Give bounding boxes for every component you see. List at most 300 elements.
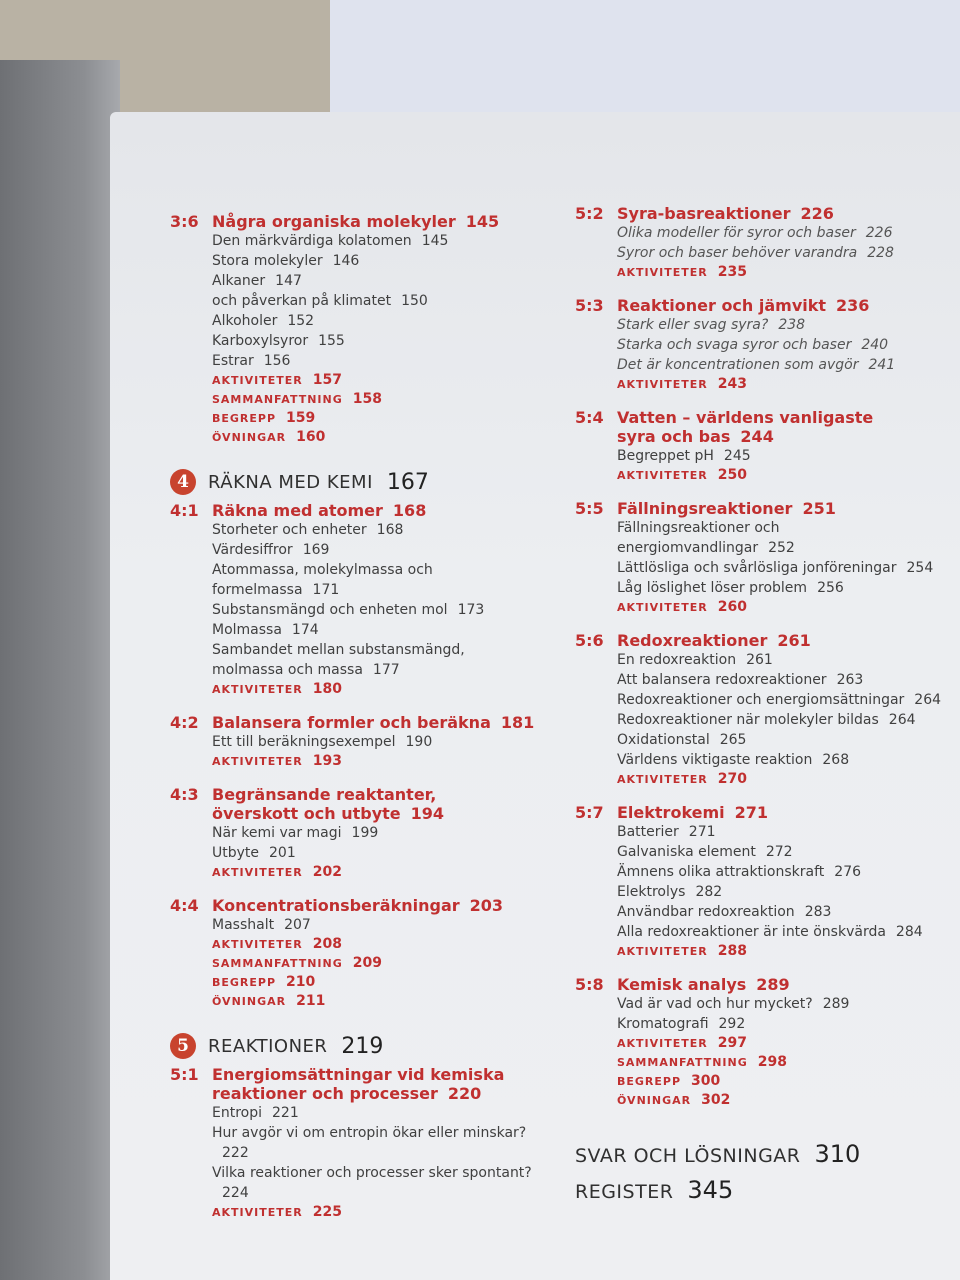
tag-page: 160 xyxy=(296,429,326,445)
entry-page: 283 xyxy=(804,904,832,920)
entry-page: 221 xyxy=(272,1105,299,1121)
toc-entry[interactable] xyxy=(212,660,550,680)
tag-page: 235 xyxy=(717,264,747,280)
entry-page: 150 xyxy=(401,293,428,309)
toc-tag-entry[interactable] xyxy=(617,1072,955,1091)
section-title: Elektrokemi xyxy=(617,803,725,822)
entry-title: En redoxreaktion xyxy=(617,652,737,668)
toc-entry[interactable] xyxy=(617,822,955,842)
tag-title: AKTIVITETER xyxy=(212,866,303,879)
section-heading[interactable] xyxy=(170,1065,550,1103)
answers-entry xyxy=(575,1140,955,1168)
toc-entry[interactable] xyxy=(212,231,550,251)
entry-title: Molmassa xyxy=(212,622,282,638)
toc-entry[interactable] xyxy=(617,994,955,1014)
entry-title: Utbyte xyxy=(212,845,260,861)
toc-entry[interactable] xyxy=(617,243,955,263)
entry-page: 156 xyxy=(263,353,291,369)
section-entries xyxy=(575,994,955,1110)
toc-tag-entry[interactable] xyxy=(212,935,550,954)
entry-title: Redoxreaktioner när molekyler bildas xyxy=(617,712,879,728)
section-4-2 xyxy=(170,713,550,771)
section-5-8 xyxy=(575,975,955,1110)
section-3-6 xyxy=(170,212,550,447)
section-title xyxy=(617,408,873,446)
section-page: 271 xyxy=(734,803,769,822)
entry-title: Stora molekyler xyxy=(212,253,323,269)
toc-tag-entry[interactable] xyxy=(212,973,550,992)
section-title-line-row xyxy=(212,804,444,823)
section-title: Syra-basreaktioner xyxy=(617,204,791,223)
section-5-5 xyxy=(575,499,955,617)
toc-entry[interactable] xyxy=(617,730,955,750)
section-title: Koncentrationsberäkningar xyxy=(212,896,460,915)
section-4-1 xyxy=(170,501,550,699)
section-page: 181 xyxy=(500,713,535,732)
entry-page: 245 xyxy=(723,448,751,464)
entry-title: Starka och svaga syror och baser xyxy=(617,337,852,353)
tag-title: ÖVNINGAR xyxy=(617,1094,692,1107)
toc-entry[interactable] xyxy=(212,823,550,843)
tag-page: 288 xyxy=(717,943,747,959)
section-entries xyxy=(575,446,955,485)
toc-entry[interactable] xyxy=(617,355,955,375)
chapter-4-heading xyxy=(170,469,550,495)
toc-tag-entry[interactable] xyxy=(212,371,550,390)
toc-tag-entry[interactable] xyxy=(617,1034,955,1053)
section-page: 203 xyxy=(469,896,504,915)
section-number: 4:4 xyxy=(170,896,199,915)
section-title-line-row xyxy=(617,427,873,446)
section-title-line: reaktioner och processer xyxy=(212,1084,438,1103)
answers-page: 310 xyxy=(814,1140,861,1168)
toc-entry[interactable] xyxy=(212,560,550,600)
toc-tag-entry[interactable] xyxy=(617,1091,955,1110)
entry-title: Batterier xyxy=(617,824,679,840)
entry-title: Storheter och enheter xyxy=(212,522,367,538)
entry-page: 264 xyxy=(914,692,942,708)
toc-entry[interactable] xyxy=(617,446,955,466)
section-entries xyxy=(575,223,955,282)
section-page: 289 xyxy=(756,975,790,994)
section-title xyxy=(212,1065,504,1103)
section-number: 4:2 xyxy=(170,713,199,732)
section-5-6 xyxy=(575,631,955,789)
toc-tag-entry[interactable] xyxy=(617,942,955,961)
tag-page: 210 xyxy=(286,974,316,990)
chapter-5-heading xyxy=(170,1033,550,1059)
entry-page: 152 xyxy=(287,313,315,329)
entry-page: 271 xyxy=(688,824,716,840)
entry-title: Ämnens olika attraktionskraft xyxy=(617,864,825,880)
section-title: Reaktioner och jämvikt xyxy=(617,296,827,315)
toc-entry[interactable] xyxy=(617,882,955,902)
entry-title: Fällningsreaktioner och energiomvandlingar xyxy=(617,520,780,556)
entry-title: Ett till beräkningsexempel xyxy=(212,734,396,750)
section-number: 4:1 xyxy=(170,501,199,520)
toc-entry[interactable] xyxy=(212,251,550,271)
entry-page: 284 xyxy=(895,924,923,940)
section-heading[interactable] xyxy=(170,896,550,915)
section-heading[interactable] xyxy=(170,501,550,520)
entry-page: 264 xyxy=(888,712,916,728)
entry-title: molmassa och massa xyxy=(212,662,363,678)
entry-title: Atommassa, molekylmassa och formelmassa xyxy=(212,562,433,598)
tag-title: SAMMANFATTNING xyxy=(212,393,343,406)
section-4-4 xyxy=(170,896,550,1011)
section-number: 5:3 xyxy=(575,296,604,315)
toc-tag-entry[interactable] xyxy=(617,466,955,485)
entry-title: Alkaner xyxy=(212,273,266,289)
entry-title: Begreppet pH xyxy=(617,448,714,464)
toc-tag-entry[interactable] xyxy=(617,375,955,394)
chapter-5-page: 219 xyxy=(341,1033,384,1059)
section-5-2 xyxy=(575,204,955,282)
tag-title: ÖVNINGAR xyxy=(212,431,287,444)
toc-entry[interactable] xyxy=(212,271,550,291)
entry-page: 146 xyxy=(332,253,360,269)
entry-title: Oxidationstal xyxy=(617,732,710,748)
tag-title: AKTIVITETER xyxy=(617,1037,708,1050)
toc-tag-entry[interactable] xyxy=(212,390,550,409)
section-page: 168 xyxy=(392,501,427,520)
entry-title: Hur avgör vi om entropin ökar eller minskar? xyxy=(212,1125,527,1141)
entry-title: Entropi xyxy=(212,1105,262,1121)
toc-left-column xyxy=(170,212,550,1236)
entry-title: Användbar redoxreaktion xyxy=(617,904,795,920)
section-page: 251 xyxy=(802,499,836,518)
entry-title: Stark eller svag syra? xyxy=(617,317,769,333)
toc-entry[interactable] xyxy=(617,670,955,690)
entry-page: 240 xyxy=(861,337,889,353)
toc-entry[interactable] xyxy=(212,640,550,660)
entry-title: Substansmängd och enheten mol xyxy=(212,602,448,618)
entry-page: 199 xyxy=(351,825,379,841)
toc-entry[interactable] xyxy=(617,842,955,862)
entry-title: Alla redoxreaktioner är inte önskvärda xyxy=(617,924,886,940)
section-5-4 xyxy=(575,408,955,485)
section-entries xyxy=(170,732,550,771)
tag-title: SAMMANFATTNING xyxy=(617,1056,748,1069)
entry-page: 169 xyxy=(302,542,330,558)
chapter-5-badge: 5 xyxy=(170,1033,196,1059)
section-number: 3:6 xyxy=(170,212,199,231)
entry-page: 261 xyxy=(746,652,773,668)
entry-page: 147 xyxy=(275,273,302,289)
entry-title: Karboxylsyror xyxy=(212,333,309,349)
entry-title: Den märkvärdiga kolatomen xyxy=(212,233,412,249)
entry-page: 241 xyxy=(868,357,896,373)
section-number: 5:8 xyxy=(575,975,604,994)
entry-page: 265 xyxy=(719,732,747,748)
section-number: 5:7 xyxy=(575,803,604,822)
tag-page: 300 xyxy=(691,1073,721,1089)
tag-page: 211 xyxy=(296,993,326,1009)
section-entries xyxy=(575,518,955,617)
section-page: 220 xyxy=(447,1084,482,1103)
entry-title: Sambandet mellan substansmängd, xyxy=(212,642,465,658)
chapter-4-badge: 4 xyxy=(170,469,196,495)
register-page: 345 xyxy=(687,1176,734,1204)
toc-tag-entry[interactable] xyxy=(617,770,955,789)
tag-title: ÖVNINGAR xyxy=(212,995,287,1008)
entry-title: När kemi var magi xyxy=(212,825,342,841)
toc-tag-entry[interactable] xyxy=(212,752,550,771)
entry-title: Syror och baser behöver varandra xyxy=(617,245,858,261)
toc-right-column xyxy=(575,204,955,1212)
tag-title: SAMMANFATTNING xyxy=(212,957,343,970)
section-heading[interactable] xyxy=(575,975,955,994)
toc-entry[interactable] xyxy=(617,315,955,335)
tag-title: AKTIVITETER xyxy=(617,378,708,391)
toc-entry[interactable] xyxy=(212,331,550,351)
tag-title: AKTIVITETER xyxy=(617,773,708,786)
register-entry xyxy=(575,1176,955,1204)
tag-page: 297 xyxy=(717,1035,747,1051)
section-page: 194 xyxy=(410,804,445,823)
entry-title: Olika modeller för syror och baser xyxy=(617,225,856,241)
toc-page xyxy=(110,112,960,1280)
toc-entry[interactable] xyxy=(212,1103,550,1123)
register-title: REGISTER xyxy=(575,1181,674,1203)
entry-title: Att balansera redoxreaktioner xyxy=(617,672,827,688)
entry-page: 282 xyxy=(695,884,723,900)
toc-entry[interactable] xyxy=(617,922,955,942)
entry-page: 292 xyxy=(718,1016,746,1032)
section-entries xyxy=(170,231,550,447)
toc-entry[interactable] xyxy=(617,862,955,882)
toc-entry[interactable] xyxy=(617,223,955,243)
entry-page: 190 xyxy=(405,734,433,750)
section-title: Räkna med atomer xyxy=(212,501,383,520)
entry-page: 276 xyxy=(834,864,862,880)
entry-page: 201 xyxy=(269,845,296,861)
section-title: Redoxreaktioner xyxy=(617,631,768,650)
section-heading[interactable] xyxy=(170,212,550,231)
entry-title: Det är koncentrationen som avgör xyxy=(617,357,859,373)
tag-title: BEGREPP xyxy=(617,1075,682,1088)
tag-title: AKTIVITETER xyxy=(212,755,303,768)
section-title-line: Vatten – världens vanligaste xyxy=(617,408,874,427)
toc-entry[interactable] xyxy=(212,1163,550,1203)
section-page: 244 xyxy=(740,427,774,446)
tag-title: AKTIVITETER xyxy=(617,266,708,279)
section-5-3 xyxy=(575,296,955,394)
tag-title: AKTIVITETER xyxy=(212,1206,303,1219)
tag-page: 243 xyxy=(717,376,747,392)
entry-title: Vad är vad och hur mycket? xyxy=(617,996,813,1012)
entry-title: Låg löslighet löser problem xyxy=(617,580,808,596)
tag-page: 159 xyxy=(286,410,316,426)
entry-page: 145 xyxy=(421,233,449,249)
entry-title: Vilka reaktioner och processer sker spontant? xyxy=(212,1165,532,1181)
section-title: Balansera formler och beräkna xyxy=(212,713,491,732)
toc-tag-entry[interactable] xyxy=(617,1053,955,1072)
tag-page: 158 xyxy=(352,391,382,407)
section-heading[interactable] xyxy=(575,803,955,822)
section-entries xyxy=(575,650,955,789)
section-entries xyxy=(170,1103,550,1222)
tag-page: 298 xyxy=(757,1054,787,1070)
toc-entry[interactable] xyxy=(617,902,955,922)
tag-title: AKTIVITETER xyxy=(617,469,708,482)
entry-page: 224 xyxy=(222,1185,249,1201)
section-heading[interactable] xyxy=(575,296,955,315)
entry-title: Värdesiffror xyxy=(212,542,293,558)
section-entries xyxy=(575,315,955,394)
entry-title: Elektrolys xyxy=(617,884,686,900)
section-title-line: syra och bas xyxy=(617,427,731,446)
section-page: 236 xyxy=(836,296,870,315)
section-heading[interactable] xyxy=(170,713,550,732)
entry-page: 177 xyxy=(372,662,400,678)
tag-page: 260 xyxy=(717,599,747,615)
section-number: 5:2 xyxy=(575,204,604,223)
toc-entry[interactable] xyxy=(617,690,955,710)
entry-title: Kromatografi xyxy=(617,1016,709,1032)
section-title-line: Energiomsättningar vid kemiska xyxy=(212,1065,505,1084)
toc-entry[interactable] xyxy=(212,620,550,640)
toc-entry[interactable] xyxy=(212,1123,550,1163)
section-title-line: överskott och utbyte xyxy=(212,804,401,823)
entry-title: Masshalt xyxy=(212,917,275,933)
entry-title: Estrar xyxy=(212,353,254,369)
section-title: Fällningsreaktioner xyxy=(617,499,793,518)
entry-page: 155 xyxy=(318,333,345,349)
entry-page: 226 xyxy=(865,225,893,241)
tag-title: BEGREPP xyxy=(212,412,277,425)
tag-title: AKTIVITETER xyxy=(212,374,303,387)
tag-page: 202 xyxy=(312,864,342,880)
section-heading[interactable] xyxy=(575,204,955,223)
entry-page: 252 xyxy=(768,540,795,556)
chapter-5-title: REAKTIONER xyxy=(208,1035,328,1057)
section-entries xyxy=(170,520,550,699)
tag-page: 209 xyxy=(352,955,382,971)
section-title-line: Begränsande reaktanter, xyxy=(212,785,437,804)
section-title xyxy=(212,785,444,823)
section-entries xyxy=(170,915,550,1011)
entry-page: 207 xyxy=(284,917,311,933)
section-heading[interactable] xyxy=(575,499,955,518)
toc-entry[interactable] xyxy=(617,578,955,598)
toc-entry[interactable] xyxy=(617,750,955,770)
section-number: 5:4 xyxy=(575,408,604,427)
toc-entry[interactable] xyxy=(212,600,550,620)
section-5-1 xyxy=(170,1065,550,1222)
section-heading[interactable] xyxy=(575,408,955,446)
tag-title: BEGREPP xyxy=(212,976,277,989)
tag-page: 193 xyxy=(312,753,342,769)
toc-tag-entry[interactable] xyxy=(212,680,550,699)
entry-page: 268 xyxy=(822,752,850,768)
toc-tag-entry[interactable] xyxy=(212,863,550,882)
answers-title: SVAR OCH LÖSNINGAR xyxy=(575,1145,801,1167)
section-entries xyxy=(575,822,955,961)
entry-page: 171 xyxy=(312,582,340,598)
toc-entry[interactable] xyxy=(212,351,550,371)
section-heading[interactable] xyxy=(170,785,550,823)
section-number: 5:6 xyxy=(575,631,604,650)
section-title: Några organiska molekyler xyxy=(212,212,456,231)
tag-page: 180 xyxy=(312,681,342,697)
section-page: 261 xyxy=(777,631,811,650)
toc-entry[interactable] xyxy=(617,335,955,355)
toc-entry[interactable] xyxy=(212,915,550,935)
toc-entry[interactable] xyxy=(212,843,550,863)
section-4-3 xyxy=(170,785,550,882)
toc-tag-entry[interactable] xyxy=(617,598,955,617)
entry-title: Världens viktigaste reaktion xyxy=(617,752,813,768)
toc-entry[interactable] xyxy=(212,291,550,311)
toc-entry[interactable] xyxy=(617,1014,955,1034)
toc-entry[interactable] xyxy=(212,732,550,752)
toc-tag-entry[interactable] xyxy=(212,428,550,447)
tag-page: 302 xyxy=(701,1092,731,1108)
entry-title: Redoxreaktioner och energiomsättningar xyxy=(617,692,905,708)
tag-title: AKTIVITETER xyxy=(617,945,708,958)
section-page: 145 xyxy=(465,212,500,231)
tag-page: 270 xyxy=(717,771,747,787)
toc-entry[interactable] xyxy=(617,518,955,558)
section-number: 5:5 xyxy=(575,499,604,518)
toc-entry[interactable] xyxy=(617,558,955,578)
entry-page: 254 xyxy=(906,560,934,576)
toc-entry[interactable] xyxy=(212,540,550,560)
section-page: 226 xyxy=(800,204,834,223)
entry-title: och påverkan på klimatet xyxy=(212,293,392,309)
entry-page: 222 xyxy=(222,1145,249,1161)
entry-page: 174 xyxy=(291,622,319,638)
chapter-4-page: 167 xyxy=(386,469,429,495)
section-title-line-row xyxy=(212,1084,504,1103)
background-left-page xyxy=(0,60,120,1280)
toc-tag-entry[interactable] xyxy=(212,954,550,973)
entry-page: 256 xyxy=(817,580,844,596)
entry-title: Lättlösliga och svårlösliga jonföreningar xyxy=(617,560,897,576)
entry-page: 263 xyxy=(836,672,864,688)
tag-page: 225 xyxy=(312,1204,342,1220)
toc-tag-entry[interactable] xyxy=(212,409,550,428)
entry-page: 168 xyxy=(376,522,404,538)
background-paper-sheet xyxy=(330,0,960,130)
toc-entry[interactable] xyxy=(212,520,550,540)
toc-tag-entry[interactable] xyxy=(617,263,955,282)
tag-page: 157 xyxy=(312,372,342,388)
toc-tag-entry[interactable] xyxy=(212,1203,550,1222)
entry-page: 289 xyxy=(822,996,850,1012)
section-entries xyxy=(170,823,550,882)
section-number: 5:1 xyxy=(170,1065,199,1084)
chapter-4-title: RÄKNA MED KEMI xyxy=(208,471,373,493)
entry-title: Alkoholer xyxy=(212,313,278,329)
entry-page: 238 xyxy=(778,317,806,333)
tag-title: AKTIVITETER xyxy=(212,938,303,951)
entry-page: 228 xyxy=(867,245,894,261)
tag-page: 208 xyxy=(312,936,342,952)
section-heading[interactable] xyxy=(575,631,955,650)
toc-final-entries xyxy=(575,1140,955,1204)
toc-tag-entry[interactable] xyxy=(212,992,550,1011)
toc-entry[interactable] xyxy=(617,650,955,670)
tag-title: AKTIVITETER xyxy=(212,683,303,696)
entry-page: 272 xyxy=(765,844,793,860)
section-title: Kemisk analys xyxy=(617,975,747,994)
entry-title: Galvaniska element xyxy=(617,844,756,860)
toc-entry[interactable] xyxy=(617,710,955,730)
entry-page: 173 xyxy=(457,602,485,618)
toc-entry[interactable] xyxy=(212,311,550,331)
